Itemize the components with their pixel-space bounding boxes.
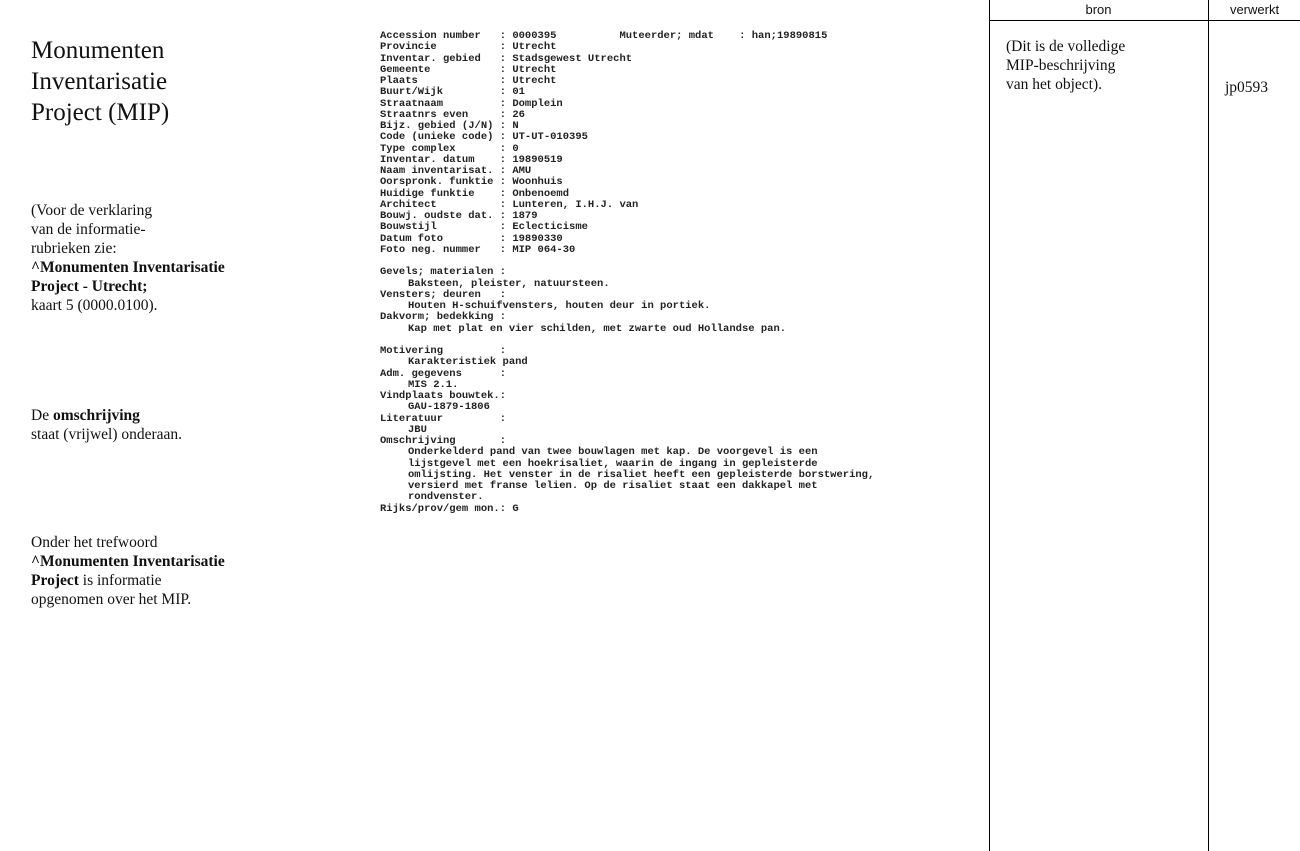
- omschrijving-label: Omschrijving :: [380, 435, 507, 447]
- adm-label: Adm. gegevens :: [380, 367, 507, 380]
- record-field: Inventar. gebied : Stadsgewest Utrecht: [380, 52, 633, 65]
- trefwoord-suffix: is informatie: [78, 572, 162, 589]
- page-title: [31, 35, 169, 128]
- legend-line-2: van de informatie-: [31, 221, 146, 238]
- header-bron: bron: [1085, 2, 1112, 17]
- legend-line-4: kaart 5 (0000.0100).: [31, 297, 158, 314]
- omschrijving-keyword: omschrijving: [52, 407, 140, 424]
- table-divider: [1208, 0, 1209, 851]
- record-field: Accession number : 0000395 Muteerder; mdat : han;19890815: [380, 30, 828, 42]
- title-line-1: Monumenten: [31, 37, 165, 64]
- source-table: [989, 0, 1300, 851]
- omschrijving-prefix: De: [31, 407, 53, 424]
- bron-line-1: (Dit is de volledige: [1006, 38, 1126, 55]
- materials-label: Dakvorm; bedekking :: [380, 311, 507, 324]
- omschrijving-line: lijstgevel met een hoekrisaliet, waarin de ingang in gepleisterde: [408, 457, 818, 470]
- legend-reference-2: Project - Utrecht;: [31, 278, 148, 295]
- legend-reference-1: ^Monumenten Inventarisatie: [31, 259, 225, 276]
- record-field: Foto neg. nummer : MIP 064-30: [380, 243, 576, 256]
- record-field: Straatnaam : Domplein: [380, 97, 563, 110]
- legend-line-1: (Voor de verklaring: [31, 202, 153, 219]
- materials-label: Gevels; materialen :: [380, 266, 507, 279]
- omschrijving-line: rondvenster.: [408, 491, 484, 504]
- adm-value: MIS 2.1.: [408, 378, 459, 391]
- record-field: Huidige funktie : Onbenoemd: [380, 187, 570, 200]
- mip-record: [380, 31, 970, 515]
- literatuur-value: JBU: [408, 423, 427, 436]
- trefwoord-reference-1: ^Monumenten Inventarisatie: [31, 553, 225, 570]
- omschrijving-line: omlijsting. Het venster in de risaliet heeft een gepleisterde borstwering,: [408, 468, 875, 481]
- trefwoord-reference-2: Project: [31, 572, 79, 589]
- title-line-2: Inventarisatie: [31, 68, 168, 95]
- bron-description: [1006, 37, 1206, 94]
- omschrijving-note: [31, 406, 182, 444]
- record-field: Oorspronk. funktie : Woonhuis: [380, 176, 563, 189]
- record-field: Bijz. gebied (J/N) : N: [380, 120, 519, 132]
- record-field: Bouwstijl : Eclecticisme: [380, 221, 588, 234]
- motivering-value: Karakteristiek pand: [408, 356, 528, 369]
- record-field: Straatnrs even : 26: [380, 108, 525, 121]
- omschrijving-line-2: staat (vrijwel) onderaan.: [31, 426, 183, 443]
- bron-line-3: van het object).: [1006, 76, 1102, 93]
- bron-line-2: MIP-beschrijving: [1006, 57, 1116, 74]
- omschrijving-line: versierd met franse lelien. Op de risaliet staat een dakkapel met: [408, 480, 818, 492]
- materials-label: Vensters; deuren :: [380, 288, 507, 301]
- table-border-left: [989, 0, 990, 851]
- record-field: Type complex : 0: [380, 142, 519, 155]
- omschrijving-line: Onderkelderd pand van twee bouwlagen met kap. De voorgevel is een: [408, 446, 818, 459]
- header-rule: [989, 20, 1300, 21]
- vindplaats-label: Vindplaats bouwtek.:: [380, 390, 507, 402]
- title-line-3: Project (MIP): [31, 99, 170, 126]
- verwerkt-code: jp0593: [1225, 79, 1269, 96]
- rijks-monument-status: Rijks/prov/gem mon.: G: [380, 502, 519, 515]
- record-field: Naam inventarisat. : AMU: [380, 165, 532, 177]
- record-field: Architect : Lunteren, I.H.J. van: [380, 198, 639, 211]
- motivering-label: Motivering :: [380, 345, 507, 357]
- record-field: Provincie : Utrecht: [380, 41, 557, 54]
- record-field: Gemeente : Utrecht: [380, 63, 557, 76]
- record-field: Datum foto : 19890330: [380, 232, 563, 245]
- literatuur-label: Literatuur :: [380, 412, 507, 425]
- record-field: Buurt/Wijk : 01: [380, 86, 525, 99]
- materials-value: Kap met plat en vier schilden, met zwarte oud Hollandse pan.: [408, 322, 787, 335]
- legend-note: [31, 201, 225, 315]
- header-verwerkt: verwerkt: [1229, 2, 1280, 17]
- materials-value: Baksteen, pleister, natuursteen.: [408, 277, 610, 290]
- trefwoord-line-1: Onder het trefwoord: [31, 534, 158, 551]
- record-field: Bouwj. oudste dat. : 1879: [380, 210, 538, 222]
- record-field: Plaats : Utrecht: [380, 75, 557, 87]
- record-field: Code (unieke code) : UT-UT-010395: [380, 131, 588, 144]
- vindplaats-value: GAU-1879-1806: [408, 401, 490, 414]
- trefwoord-line-3: opgenomen over het MIP.: [31, 591, 192, 608]
- trefwoord-note: [31, 533, 225, 609]
- materials-value: Houten H-schuifvensters, houten deur in portiek.: [408, 300, 711, 312]
- legend-line-3: rubrieken zie:: [31, 240, 117, 257]
- record-field: Inventar. datum : 19890519: [380, 153, 563, 166]
